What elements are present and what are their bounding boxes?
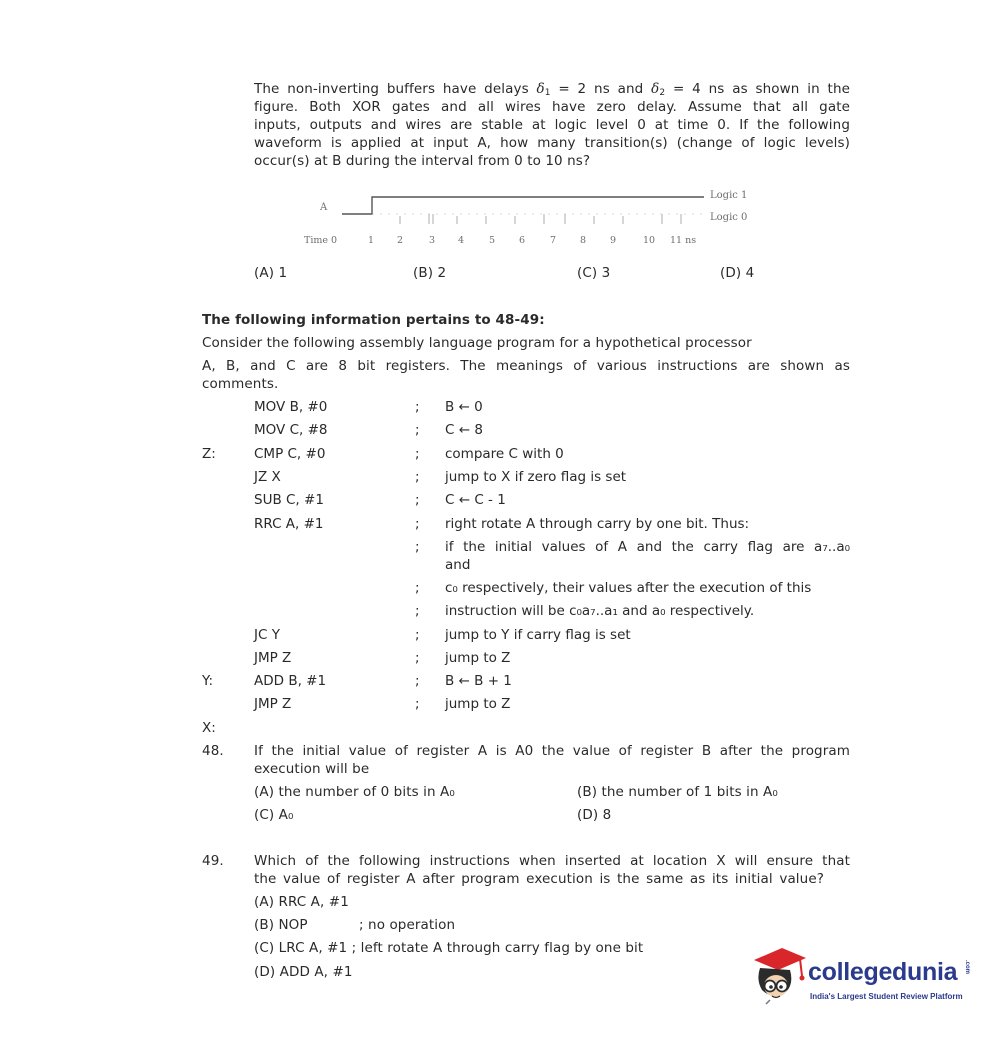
program-instr: MOV B, #0 — [254, 399, 328, 415]
q48-option-d: (D) 8 — [577, 807, 612, 823]
program-comment-cont: and — [445, 557, 471, 573]
q49-option-d: (D) ADD A, #1 — [254, 964, 353, 980]
time-axis-label: Time 0 — [304, 235, 338, 246]
tick-label: 11 ns — [670, 235, 697, 246]
program-comment: if the initial values of A and the carry flag are a₇..a₀ — [445, 539, 850, 555]
program-semicolon: ; — [415, 603, 420, 619]
q49-option-c: (C) LRC A, #1 ; left rotate A through carry flag by one bit — [254, 940, 644, 956]
tick-label: 3 — [429, 235, 436, 246]
program-instr: CMP C, #0 — [254, 446, 326, 462]
info-line-2: A, B, and C are 8 bit registers. The meanings of various instructions are shown as — [202, 358, 850, 374]
brand-tagline: India's Largest Student Review Platform — [810, 992, 963, 1001]
program-semicolon: ; — [415, 446, 420, 462]
info-heading: The following information pertains to 48-49: — [202, 312, 545, 328]
program-semicolon: ; — [415, 673, 420, 689]
q47-line-5: occur(s) at B during the interval from 0 to 10 ns? — [254, 153, 591, 169]
program-label-y: Y: — [202, 673, 214, 689]
waveform-signal-label: A — [320, 202, 328, 213]
program-comment: B ← 0 — [445, 399, 483, 415]
program-semicolon: ; — [415, 399, 420, 415]
tick-label: 10 — [643, 235, 656, 246]
waveform-time-axis — [304, 235, 724, 249]
q47-line-1: The non-inverting buffers have delays $\delta_1 = 2$ ns and $\delta_2 = 4$ ns as shown in the — [254, 81, 851, 98]
program-semicolon: ; — [415, 650, 420, 666]
q48-line-1: If the initial value of register A is A0 the value of register B after the program — [254, 743, 850, 759]
q49-line-1: Which of the following instructions when inserted at location X will ensure that — [254, 853, 850, 869]
waveform-tick-marks — [400, 214, 681, 224]
q48-line-2: execution will be — [254, 761, 370, 777]
mascot-icon — [748, 942, 808, 1012]
q47-line-4: waveform is applied at input A, how many transition(s) (change of logic levels) — [254, 135, 850, 151]
tick-label: 4 — [458, 235, 465, 246]
info-line-3: comments. — [202, 376, 279, 392]
program-semicolon: ; — [415, 539, 420, 555]
program-label-z: Z: — [202, 446, 216, 462]
info-line-1: Consider the following assembly language program for a hypothetical processor — [202, 335, 752, 351]
program-semicolon: ; — [415, 469, 420, 485]
q48-number: 48. — [202, 743, 224, 759]
waveform-signal — [342, 197, 704, 214]
program-label-x: X: — [202, 720, 216, 736]
brand-suffix: .com — [964, 960, 970, 975]
tick-label: 2 — [397, 235, 404, 246]
q47-option-a: (A) 1 — [254, 265, 288, 281]
q47-option-d: (D) 4 — [720, 265, 755, 281]
q48-option-b: (B) the number of 1 bits in A₀ — [577, 784, 778, 800]
program-comment: jump to Y if carry flag is set — [445, 627, 631, 643]
program-instr: JZ X — [254, 469, 281, 485]
program-semicolon: ; — [415, 492, 420, 508]
waveform-logic0-label: Logic 0 — [710, 212, 748, 223]
tick-label: 8 — [580, 235, 587, 246]
program-comment: jump to Z — [445, 650, 511, 666]
program-instr: JMP Z — [254, 696, 292, 712]
program-instr: MOV C, #8 — [254, 422, 328, 438]
tick-label: 5 — [489, 235, 496, 246]
program-comment: instruction will be c₀a₇..a₁ and a₀ respectively. — [445, 603, 755, 619]
program-comment: C ← C - 1 — [445, 492, 506, 508]
program-semicolon: ; — [415, 580, 420, 596]
program-comment: B ← B + 1 — [445, 673, 512, 689]
q49-option-b: (B) NOP — [254, 917, 308, 933]
program-instr: JC Y — [254, 627, 280, 643]
program-comment: jump to X if zero flag is set — [445, 469, 627, 485]
program-comment: c₀ respectively, their values after the execution of this — [445, 580, 812, 596]
tick-label: 6 — [519, 235, 526, 246]
q48-option-c: (C) A₀ — [254, 807, 294, 823]
program-semicolon: ; — [415, 516, 420, 532]
program-instr: SUB C, #1 — [254, 492, 324, 508]
q47-line-3: inputs, outputs and wires are stable at logic level 0 at time 0. If the following — [254, 117, 850, 133]
program-comment: jump to Z — [445, 696, 511, 712]
q47-option-b: (B) 2 — [413, 265, 447, 281]
q48-option-a: (A) the number of 0 bits in A₀ — [254, 784, 455, 800]
program-semicolon: ; — [415, 627, 420, 643]
waveform-logic1-label: Logic 1 — [710, 190, 748, 201]
q49-number: 49. — [202, 853, 224, 869]
tick-label: 7 — [550, 235, 557, 246]
q49-option-b-comment: ; no operation — [359, 917, 456, 933]
program-semicolon: ; — [415, 696, 420, 712]
q49-option-a: (A) RRC A, #1 — [254, 894, 349, 910]
brand-name: collegedunia — [808, 958, 958, 986]
q47-option-c: (C) 3 — [577, 265, 611, 281]
program-comment: right rotate A through carry by one bit. Thus: — [445, 516, 750, 532]
collegedunia-logo — [748, 940, 978, 1020]
program-comment: C ← 8 — [445, 422, 483, 438]
program-instr: JMP Z — [254, 650, 292, 666]
program-comment: compare C with 0 — [445, 446, 564, 462]
tick-label: 9 — [610, 235, 617, 246]
q47-line-2: figure. Both XOR gates and all wires have zero delay. Assume that all gate — [254, 99, 850, 115]
program-instr: ADD B, #1 — [254, 673, 327, 689]
q49-line-2: the value of register A after program execution is the same as its initial value? — [254, 871, 824, 887]
tick-label: 1 — [368, 235, 375, 246]
q47-text — [254, 80, 850, 170]
program-semicolon: ; — [415, 422, 420, 438]
program-instr: RRC A, #1 — [254, 516, 324, 532]
